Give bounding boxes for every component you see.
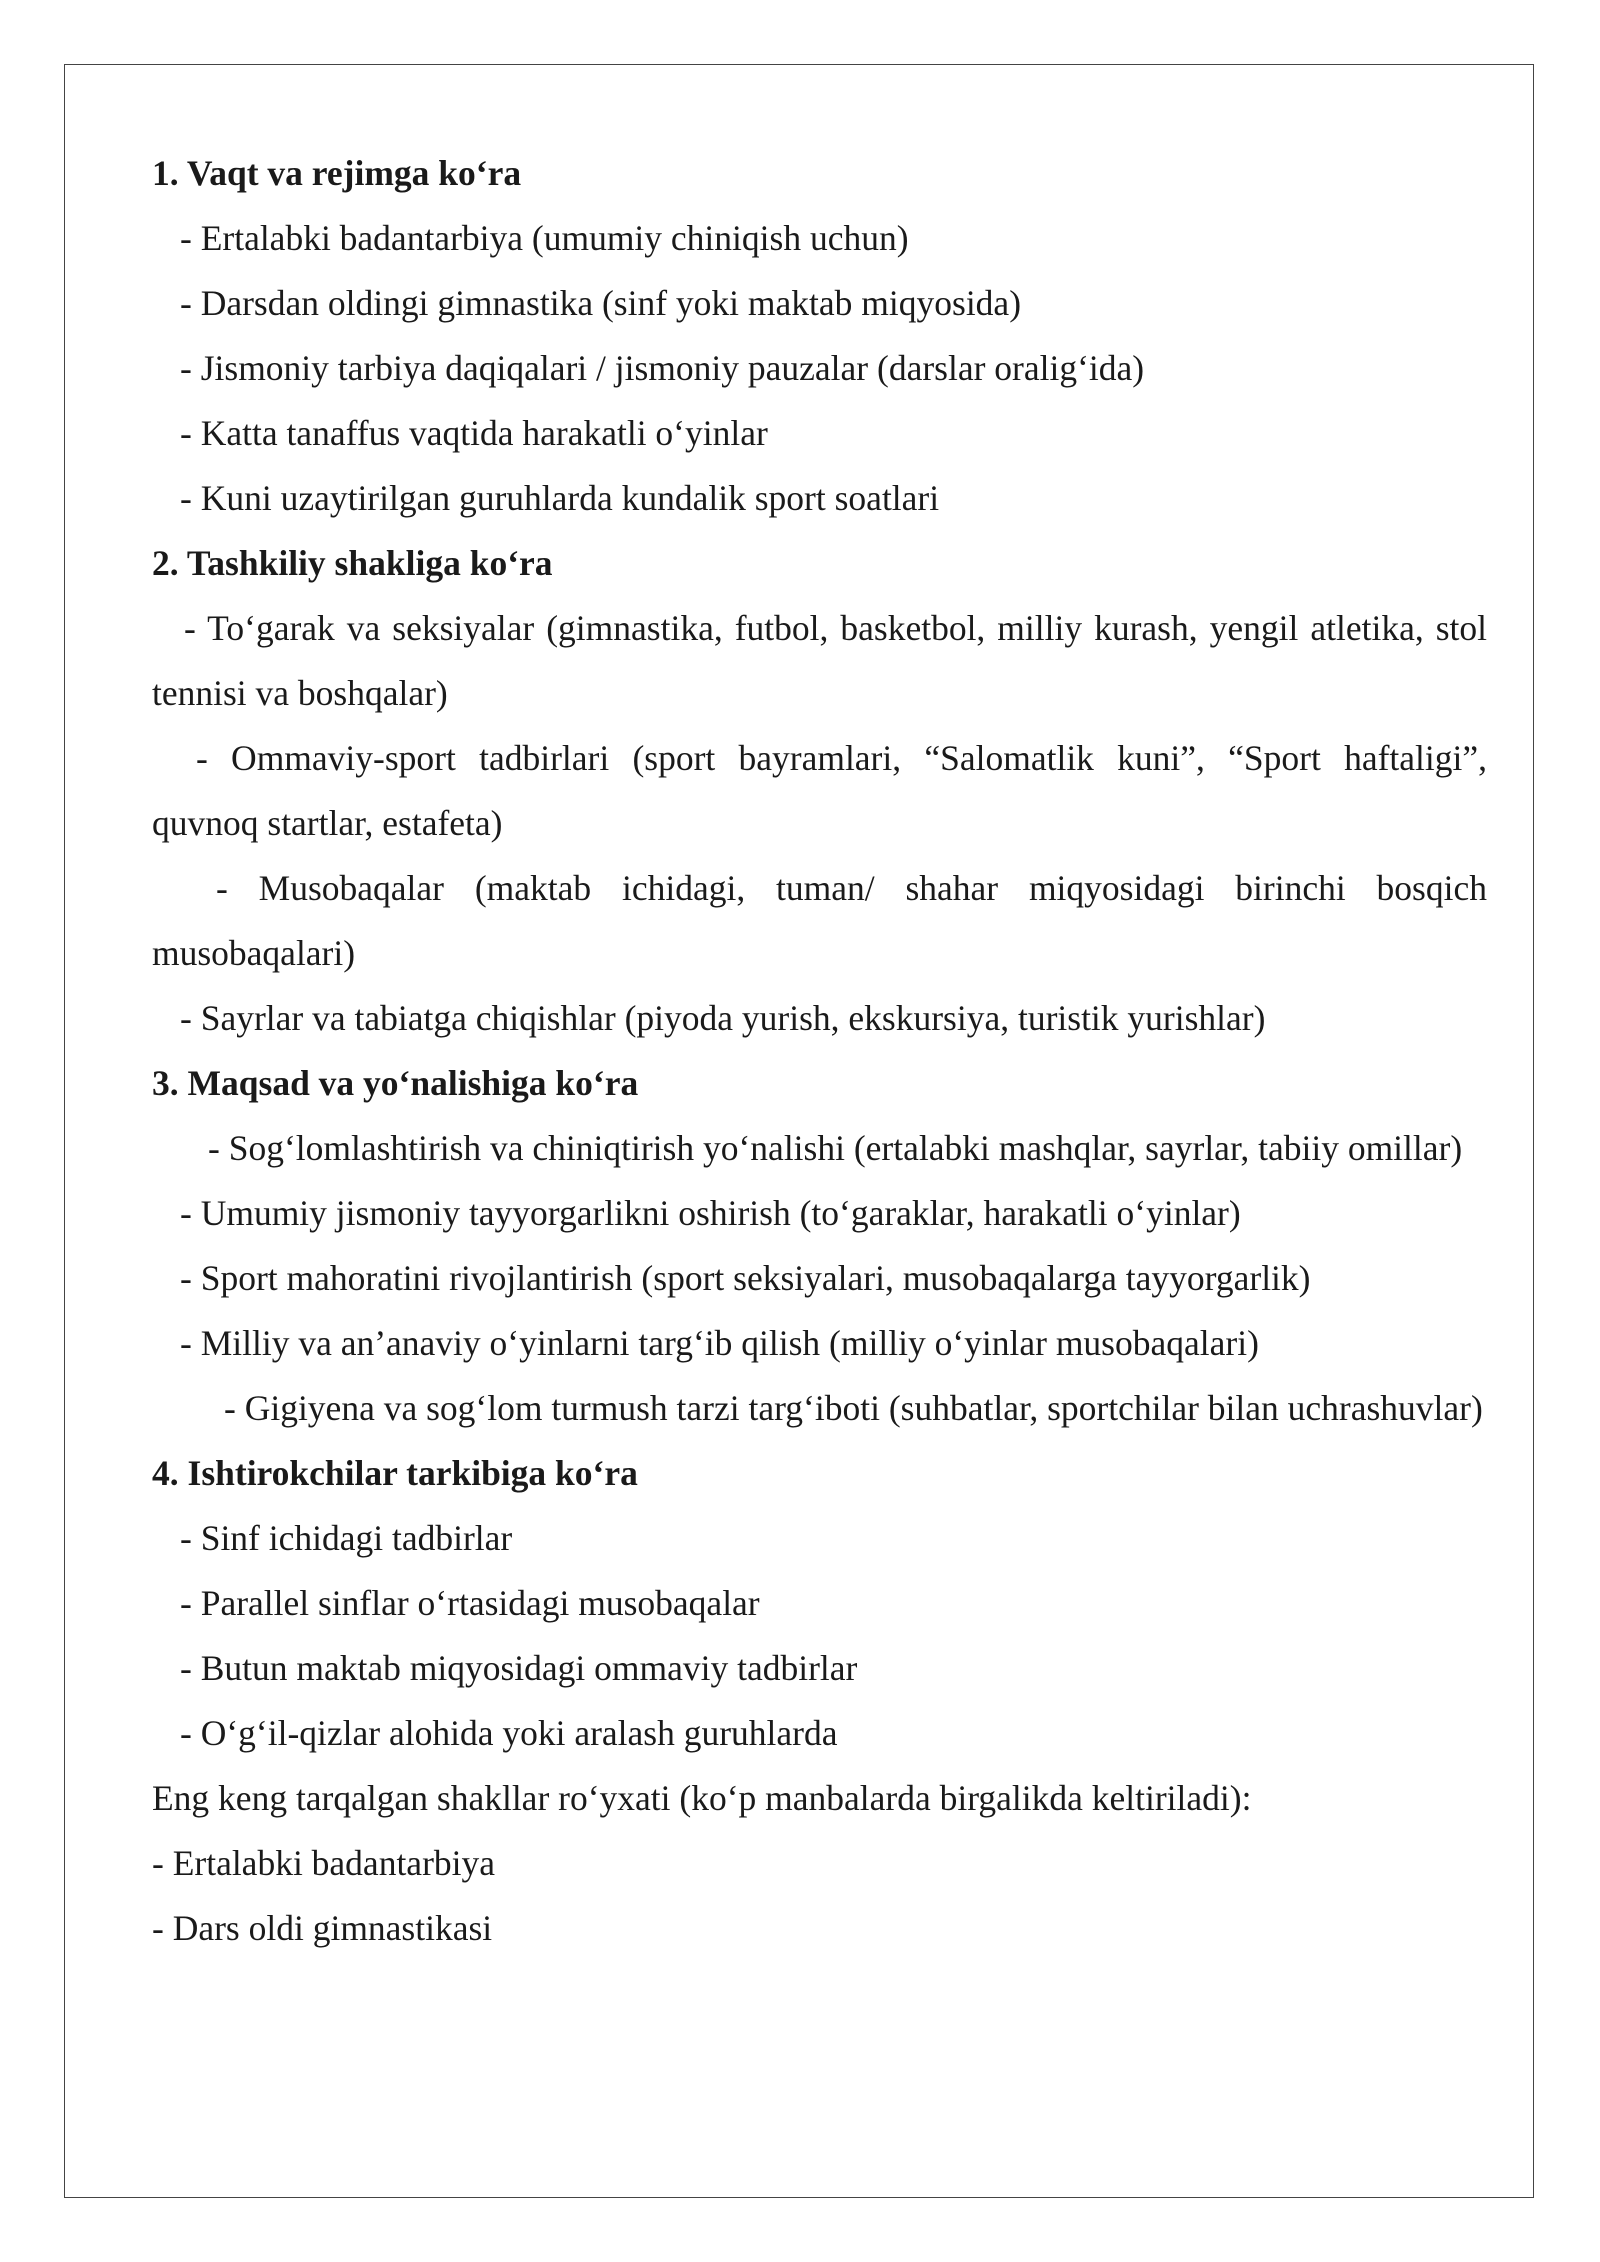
summary-item: - Ertalabki badantarbiya xyxy=(152,1843,496,1883)
section-heading: 4. Ishtirokchilar tarkibiga ko‘ra xyxy=(152,1453,638,1493)
section-heading: 2. Tashkiliy shakliga ko‘ra xyxy=(152,543,553,583)
list-item: - Butun maktab miqyosidagi ommaviy tadbirlar xyxy=(180,1648,858,1688)
list-item: - To‘garak va seksiyalar (gimnastika, futbol, basketbol, milliy kurash, yengil atletika, stol tennisi va boshqalar) xyxy=(152,608,1487,713)
list-item: - Kuni uzaytirilgan guruhlarda kundalik sport soatlari xyxy=(180,478,940,518)
section-heading: 3. Maqsad va yo‘nalishiga ko‘ra xyxy=(152,1063,639,1103)
list-item: - Umumiy jismoniy tayyorgarlikni oshirish (to‘garaklar, harakatli o‘yinlar) xyxy=(180,1193,1241,1233)
list-item: - Ommaviy-sport tadbirlari (sport bayramlari, “Salomatlik kuni”, “Sport haftaligi”, quvnoq startlar, estafeta) xyxy=(152,738,1487,843)
list-item: - Musobaqalar (maktab ichidagi, tuman/ shahar miqyosidagi birinchi bosqich musobaqalari) xyxy=(152,868,1487,973)
list-item: - Sayrlar va tabiatga chiqishlar (piyoda yurish, ekskursiya, turistik yurishlar) xyxy=(180,998,1266,1038)
document-body xyxy=(152,141,1487,1961)
section-heading: 1. Vaqt va rejimga ko‘ra xyxy=(152,153,522,193)
list-item: - Parallel sinflar o‘rtasidagi musobaqalar xyxy=(180,1583,760,1623)
list-item: - Milliy va an’anaviy o‘yinlarni targ‘ib qilish (milliy o‘yinlar musobaqalari) xyxy=(180,1323,1259,1363)
list-item: - Sog‘lomlashtirish va chiniqtirish yo‘nalishi (ertalabki mashqlar, sayrlar, tabiiy omillar) xyxy=(208,1128,1463,1168)
list-item: - Sport mahoratini rivojlantirish (sport seksiyalari, musobaqalarga tayyorgarlik) xyxy=(180,1258,1311,1298)
list-item: - Katta tanaffus vaqtida harakatli o‘yinlar xyxy=(180,413,768,453)
list-item: - Jismoniy tarbiya daqiqalari / jismoniy pauzalar (darslar oralig‘ida) xyxy=(180,348,1145,388)
summary-intro: Eng keng tarqalgan shakllar ro‘yxati (ko‘p manbalarda birgalikda keltiriladi): xyxy=(152,1778,1252,1818)
list-item: - Darsdan oldingi gimnastika (sinf yoki maktab miqyosida) xyxy=(180,283,1022,323)
list-item: - Ertalabki badantarbiya (umumiy chiniqish uchun) xyxy=(180,218,909,258)
list-item: - Sinf ichidagi tadbirlar xyxy=(180,1518,513,1558)
summary-item: - Dars oldi gimnastikasi xyxy=(152,1908,493,1948)
list-item: - Gigiyena va sog‘lom turmush tarzi targ‘iboti (suhbatlar, sportchilar bilan uchrashuvlar) xyxy=(224,1388,1483,1428)
list-item: - O‘g‘il-qizlar alohida yoki aralash guruhlarda xyxy=(180,1713,838,1753)
